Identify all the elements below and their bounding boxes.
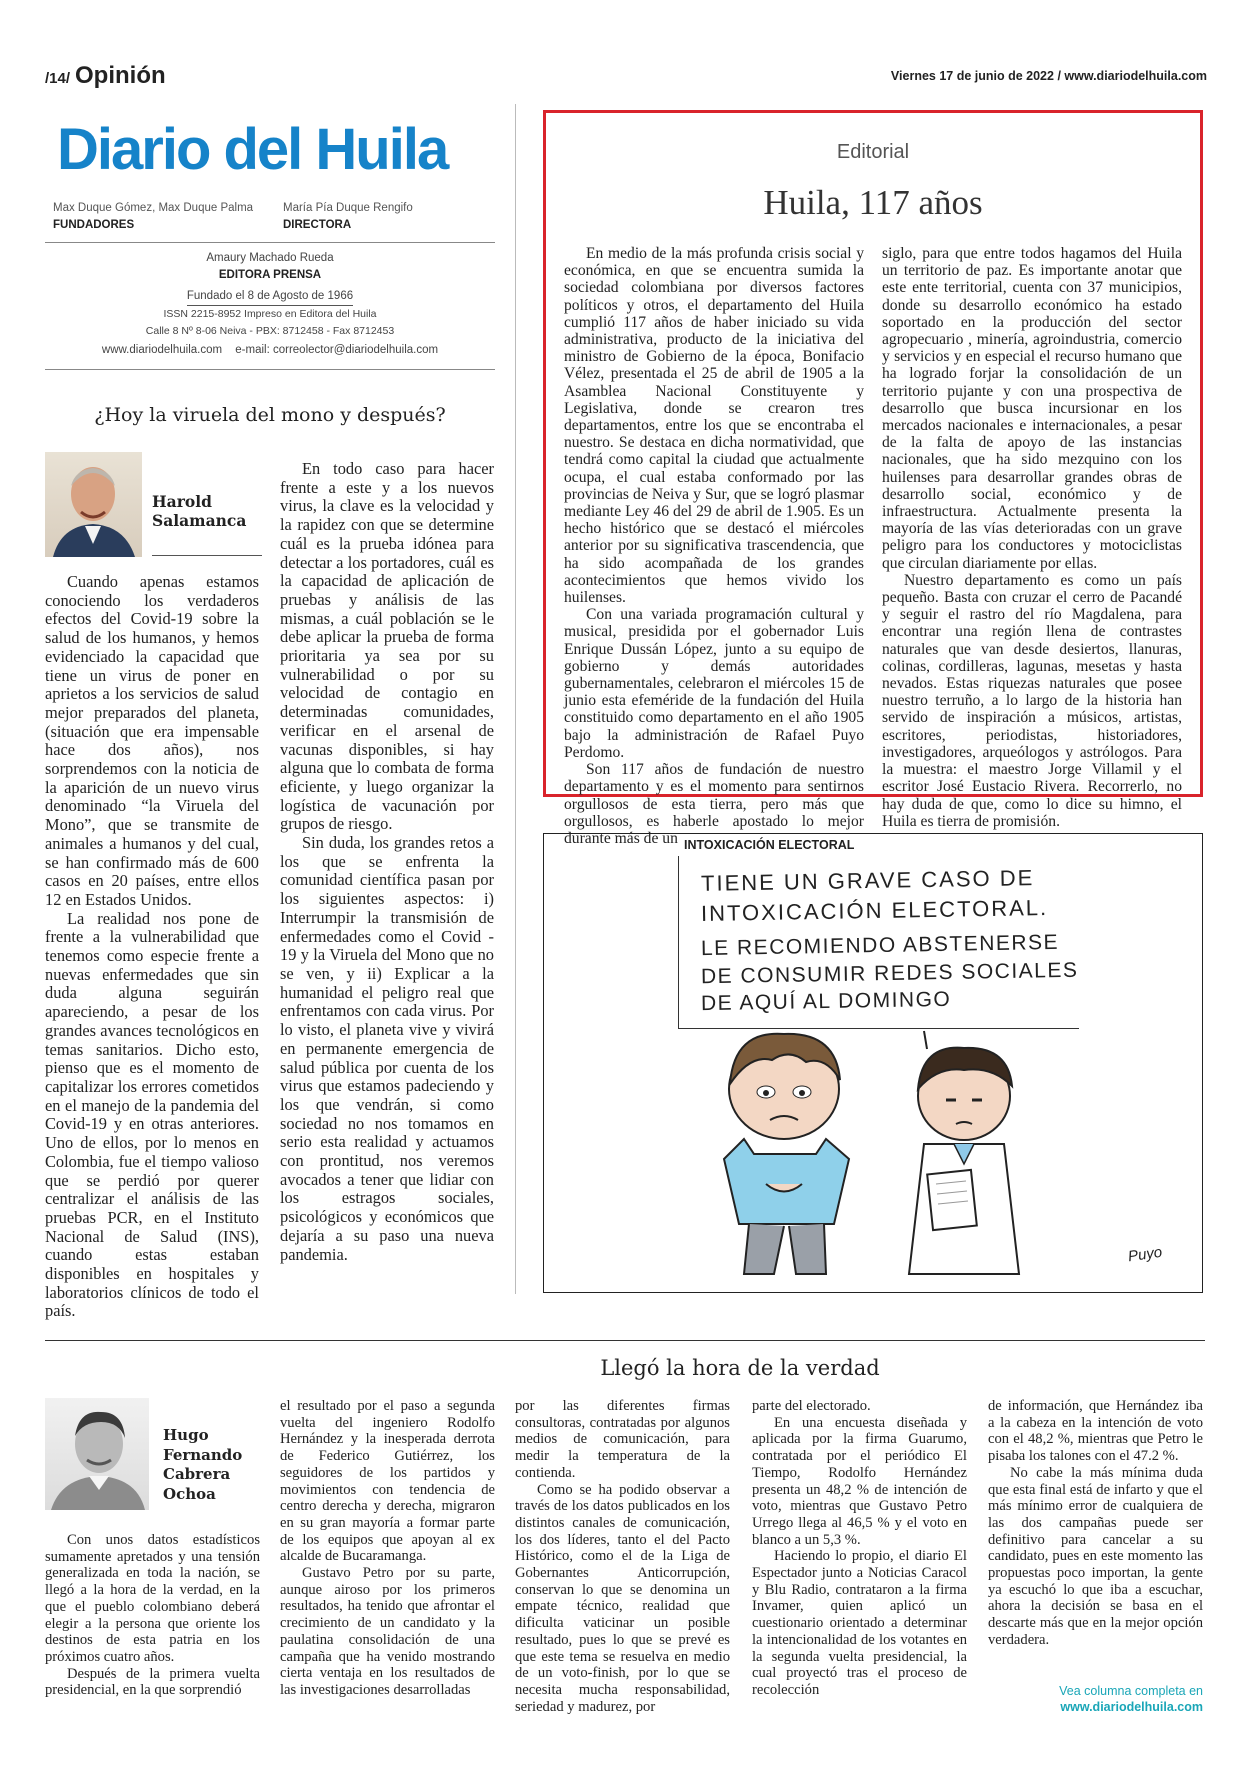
editor-label: EDITORA PRENSA bbox=[218, 269, 322, 281]
page-number: /14/ bbox=[45, 70, 71, 87]
cartoon-signature: Puyo bbox=[1126, 1243, 1164, 1266]
article2-title: Llegó la hora de la verdad bbox=[600, 1356, 880, 1380]
cartoon-drawing bbox=[544, 834, 1201, 1291]
editor-name: Amaury Machado Rueda bbox=[206, 252, 334, 264]
article1-paragraph: La realidad nos pone de frente a la vulnerabilidad que tenemos como especie frente a nuevas enfermedades que sin duda alguna seguirán apareciendo, a pesar de los grandes avances tecnológicos en temas sanitarios. Dicho esto, pienso que es el momento de capitalizar los errores cometidos en el manejo de la pandemia del Covid-19 y en otras anteriores. Uno de ellos, por lo menos en Colombia, fue el tiempo valioso que se perdió por querer centralizar el análisis de las pruebas PCR, en el Instituto Nacional de Salud (INS), cuando estas estaban disponibles en hospitales y laboratorios clínicos de todo el país. bbox=[45, 908, 259, 1321]
article1-paragraph: En todo caso para hacer frente a este y a los nuevos virus, la clave es la velocidad y la rapidez con que se determine cuál es la prueba idónea para detectar a los portadores, cuál es la capacidad de aplicación de pruebas y análisis de las mismas, a cuál población se le debe aplicar la prueba de forma prioritaria ya sea por su vulnerabilidad o por su velocidad de contagio en determinadas comunidades, verificar en el arsenal de vacunas disponibles, si hay alguna que lo combata de forma eficiente, y luego organizar la logística de vacunación por grupos de riesgo. bbox=[280, 459, 494, 834]
article2-paragraph: Como se ha podido observar a través de los datos publicados en los distintos canales de comunicación, los dos líderes, tanto el del Pacto Histórico, como el de la Liga de Gobernantes Anticorrupción, conservan lo que se denomina un empate técnico, realidad que dificulta vaticinar un posible resultado, pues lo que se prevé es que este tema se resuelva en medio de un voto-finish, por lo que se necesita mucha responsabilidad, seriedad y madurez, por bbox=[515, 1481, 730, 1715]
masthead-info bbox=[45, 250, 495, 359]
article1-paragraph: Cuando apenas estamos conociendo los verdaderos efectos del Covid-19 sobre la salud de los humanos, y hemos evidenciado la capacidad que tiene un virus de poner en aprietos a los servicios de salud mejor preparados del planeta, (situación que era impensable hace dos años), nos sorprendemos con la noticia de la aparición de un nuevo virus denominado “la Viruela del Mono”, que se transmite de animales a humanos y del cual, se han confirmado más de 600 casos en 20 países, entre ellos 12 en Estados Unidos. bbox=[45, 572, 259, 909]
address: Calle 8 Nº 8-06 Neiva - PBX: 8712458 - Fax 8712453 bbox=[145, 325, 395, 337]
editorial-paragraph: siglo, para que entre todos hagamos del Huila un territorio de paz. Es importante anotar que este ente territorial, cuenta con 37 municipios, donde su desarrollo económico ha estado soportado en la producción del sector agropecuario , minería, agroindustria, comercio y servicios y en especial el recurso humano que ha logrado forjar la consolidación de un territorio pujante y con una prospectiva de desarrollo que busca incursionar en los mercados nacionales e internacionales, a pesar de la falta de apoyo de las instancias nacionales, que ha sido mezquino con los huilenses para desarrollar grandes obras de desarrollo social, económico y de infraestructura. Actualmente presenta la mayoría de las vías deterioradas con un grave peligro para los conductores y motociclistas que circulan diariamente por ellas. bbox=[882, 245, 1182, 572]
masthead-bottom-rule bbox=[45, 369, 495, 370]
article2-paragraph: parte del electorado. bbox=[752, 1398, 871, 1414]
editorial-kicker: Editorial bbox=[836, 141, 910, 163]
article1-paragraph: Sin duda, los grandes retos a los que se enfrenta la comunidad científica pasan por los siguientes aspectos: i) Interrumpir la transmisión de enfermedades como el Covid - 19 y la Viruela del Mono que no se ven, y ii) Explicar a la humanidad el peligro real que enfrentamos con cada virus. Por lo visto, el planeta vive y vivirá en permanente emergencia de salud pública por cuenta de los virus que estamos padeciendo y los que vendrán, si como sociedad no nos tomamos en serio esta realidad y actuamos con prontitud, nos veremos avocados a tener que lidiar con los estragos sociales, psicológicos y económicos que dejaría a su paso una nueva pandemia. bbox=[280, 833, 494, 1264]
cartoon bbox=[543, 833, 1203, 1293]
cartoon-text-3: LE RECOMIENDO ABSTENERSE bbox=[700, 930, 1060, 961]
page-header bbox=[45, 62, 1207, 94]
author-name-hugo: Hugo Fernando Cabrera Ochoa bbox=[163, 1426, 243, 1503]
director-name: María Pía Duque Rengifo bbox=[283, 202, 413, 214]
cartoon-title: INTOXICACIÓN ELECTORAL bbox=[684, 838, 855, 852]
author-photo-harold bbox=[45, 452, 142, 557]
doctor-figure bbox=[909, 1048, 1019, 1274]
logo: Diario del Huila bbox=[57, 117, 448, 182]
article2-paragraph: En una encuesta diseñada y aplicada por la firma Guarumo, contratada por el periódico El Tiempo, Rodolfo Hernández presenta un 48,2 % de intención de voto, mientras que Gustavo Petro Urrego llega al 46,5 % y el voto en blanco a un 5,3 %. bbox=[752, 1414, 967, 1548]
cartoon-text-4: DE CONSUMIR REDES SOCIALES bbox=[700, 958, 1079, 989]
cartoon-text-1: TIENE UN GRAVE CASO DE bbox=[700, 865, 1035, 896]
article2-column-3 bbox=[515, 1398, 730, 1715]
founders-names: Max Duque Gómez, Max Duque Palma bbox=[53, 202, 254, 214]
editorial-paragraph: Con una variada programación cultural y musical, presidida por el gobernador Luis Enrique Dussán López, junto a su equipo de gobierno y demás autoridades gubernamentales, celebraron el miércoles 15 de junio esta efeméride de la fundación del Huila constituido como departamento en el año 1905 bajo la administración de Rafael Puyo Perdomo. bbox=[564, 606, 864, 761]
article2-paragraph: No cabe la más mínima duda que esta final está de infarto y que el más mínimo error de cualquiera de las dos campañas puede ser definitivo para cancelar a su candidato, pues en este momento las propuestas poco importan, la gente ya escuchó lo que iba a escuchar, ahora la decisión se basa en el descarte más que en la mejor opción verdadera. bbox=[988, 1464, 1203, 1648]
author-rule bbox=[152, 555, 262, 556]
column-divider bbox=[515, 104, 516, 1294]
article2-top-rule bbox=[45, 1340, 1205, 1341]
editorial-paragraph: En medio de la más profunda crisis social y económica, en que se encuentra sumida la sociedad colombiana por diversos factores políticos y otros, el departamento del Huila cumplió 117 años de haber iniciado su vida administrativa, producto de la iniciativa del ministro de Gobierno de la época, Bonifacio Vélez, presentada el 25 de abril de 1905 a la Asamblea Nacional Constituyente y Legislativa, donde se crearon tres departamentos, entre los que se encontraba el nuestro. Se destaca en dicha normatividad, que tendrá como capital la ciudad que actualmente ocupa, el cual estaba conformado por las provincias de Neiva y Sur, que se logró plasmar mediante Ley 46 del 29 de abril de 1.905. Es un hecho histórico que se destacó el miércoles anterior por su significativa trascendencia, que ha sido acompañada de los grandes acontecimientos que hemos vivido los huilenses. bbox=[564, 245, 864, 607]
cartoon-text-2: INTOXICACIÓN ELECTORAL. bbox=[700, 894, 1049, 927]
article2-paragraph: el resultado por el paso a segunda vuelta del ingeniero Rodolfo Hernández y la inesperada derrota de Federico Gutiérrez, los seguidores de los partidos y movimientos con tendencia de centro derecha y derecha, migraron en su gran mayoría a formar parte de los equipos que apoyan al ex alcalde de Bucaramanga. bbox=[280, 1398, 495, 1565]
author-name-harold: Harold Salamanca bbox=[152, 492, 247, 530]
patient-figure bbox=[724, 1034, 849, 1274]
director-label: DIRECTORA bbox=[283, 219, 352, 231]
article2-paragraph: por las diferentes firmas consultoras, contratadas por algunos medios de comunicación, para medir la temperatura de la contienda. bbox=[515, 1398, 730, 1481]
article2-column-4 bbox=[752, 1398, 967, 1699]
read-more-link[interactable]: Vea columna completa en www.diariodelhuila.com bbox=[1059, 1684, 1203, 1714]
article1-title: ¿Hoy la viruela del mono y después? bbox=[94, 404, 446, 426]
article2-paragraph: Después de la primera vuelta presidencial, en la que sorprendió bbox=[45, 1665, 260, 1699]
avatar-icon bbox=[45, 452, 142, 557]
editorial-title: Huila, 117 años bbox=[763, 183, 983, 222]
date-site: Viernes 17 de junio de 2022 / www.diariodelhuila.com bbox=[890, 69, 1207, 83]
issn: ISSN 2215-8952 Impreso en Editora del Huila bbox=[163, 308, 377, 320]
masthead-email[interactable]: e-mail: correolector@diariodelhuila.com bbox=[235, 344, 439, 356]
article2-paragraph: Gustavo Petro por su parte, aunque airoso por los primeros resultados, ha tenido que afrontar el crecimiento de un candidato y la paulatina consolidación de una campaña que ha venido mostrando cierta ventaja en los resultados de las investigaciones desarrolladas bbox=[280, 1565, 495, 1698]
editorial-paragraph: Son 117 años de fundación de nuestro departamento y es el momento para sentirnos orgullosos de esta tierra, pero más que orgullosos, es haberle apostado lo mejor durante más de un bbox=[564, 761, 864, 847]
section-name: Opinión bbox=[75, 62, 166, 89]
editorial-column-1 bbox=[564, 245, 864, 847]
founders-label: FUNDADORES bbox=[53, 219, 135, 231]
article2-paragraph: Haciendo lo propio, el diario El Espectador junto a Noticias Caracol y Blu Radio, contrataron a la firma Invamer, quien aplicó un cuestionario orientado a determinar la intencionalidad de los votantes en la segunda vuelta presidencial, la cual proyectó tras el proceso de recolección bbox=[752, 1548, 967, 1698]
author-photo-hugo bbox=[45, 1398, 149, 1510]
article2-column-5 bbox=[988, 1398, 1203, 1649]
founded-date: Fundado el 8 de Agosto de 1966 bbox=[187, 288, 353, 306]
masthead-web[interactable]: www.diariodelhuila.com bbox=[101, 344, 223, 356]
article2-column-1 bbox=[45, 1532, 260, 1699]
article2-paragraph: Con unos datos estadísticos sumamente apretados y una tensión generalizada en toda la nación, se llegó a la hora de la verdad, en la que el pueblo colombiano deberá elegir a la persona que oriente los destinos de esta patria en los próximos cuatro años. bbox=[45, 1532, 260, 1665]
article1-column-1 bbox=[45, 573, 259, 1321]
article2-column-2 bbox=[280, 1398, 495, 1699]
article1-column-2 bbox=[280, 460, 494, 1264]
avatar-icon bbox=[45, 1398, 149, 1510]
article2-paragraph: de información, que Hernández iba a la cabeza en la intención de voto con el 48,2 %, mientras que Petro le pisaba los talones con el 47.2 %. bbox=[988, 1398, 1203, 1465]
cartoon-text-5: DE AQUÍ AL DOMINGO bbox=[700, 987, 952, 1016]
editorial-column-2 bbox=[882, 245, 1182, 830]
masthead-divider bbox=[45, 242, 495, 243]
editorial-paragraph: Nuestro departamento es como un país pequeño. Basta con cruzar el cerro de Pacandé y seguir el rastro del río Magdalena, para encontrar una región llena de contrastes naturales que van desde desiertos, llanuras, colinas, cordilleras, lagunas, mesetas y hasta nevados. Estas riquezas naturales que posee nuestro terruño, a lo largo de la historia han servido de inspiración a músicos, artistas, escritores, periodistas, historiadores, investigadores, arqueólogos y astrólogos. Para la muestra: el maestro Jorge Villamil y el escritor José Eustacio Rivera. Recorrerlo, no hay duda de que, como lo dice su himno, el Huila es tierra de promisión. bbox=[882, 571, 1182, 830]
masthead bbox=[45, 104, 495, 374]
